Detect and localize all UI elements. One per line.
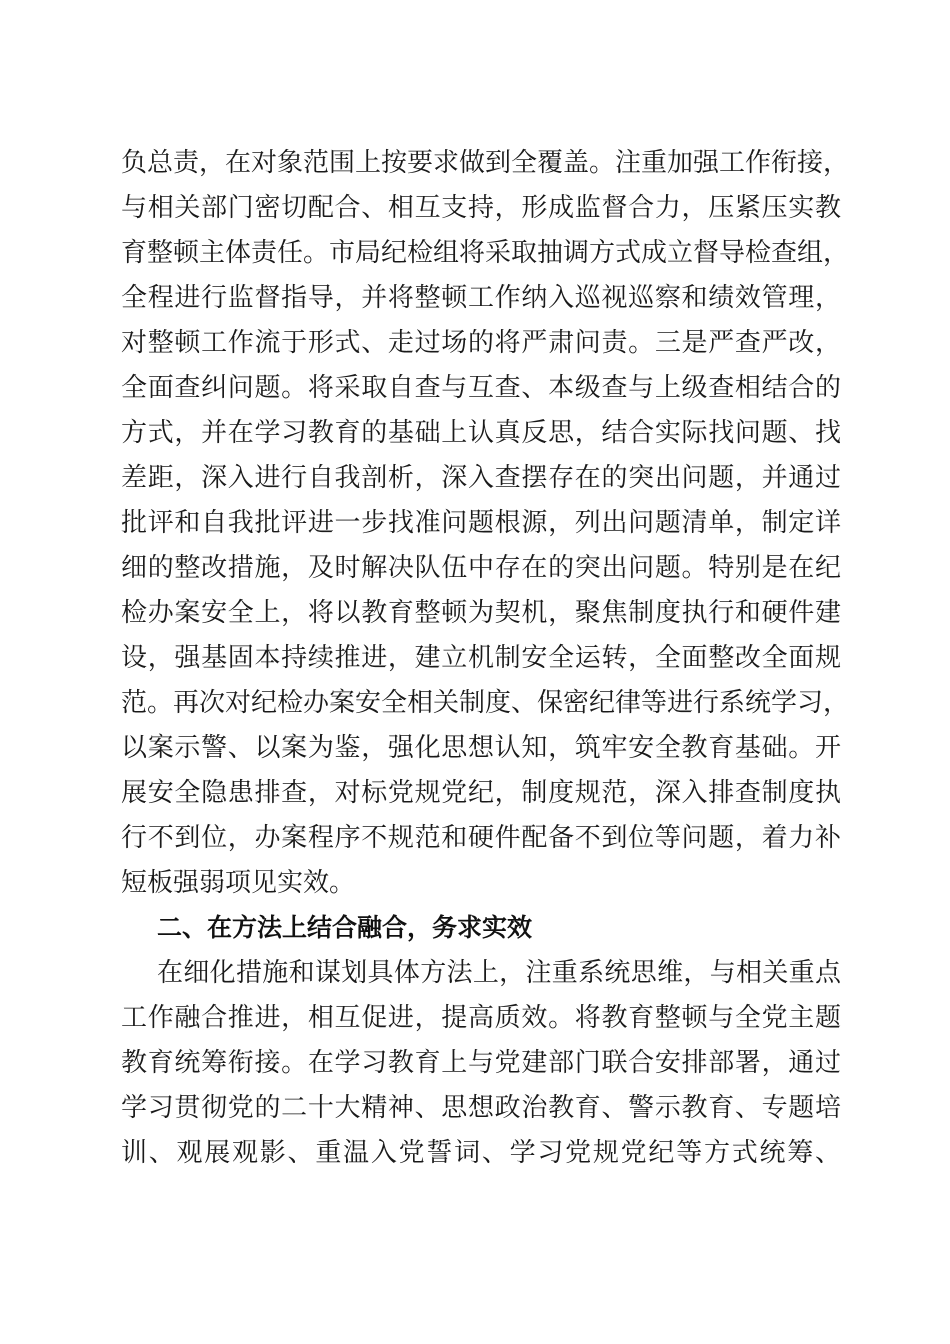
paragraph-line: 学习贯彻党的二十大精神、思想政治教育、警示教育、专题培	[121, 1093, 841, 1123]
paragraph-line: 以案示警、以案为鉴，强化思想认知，筑牢安全教育基础。开	[121, 733, 841, 763]
paragraph-line: 展安全隐患排查，对标党规党纪，制度规范，深入排查制度执	[121, 778, 841, 808]
paragraph-line: 范。再次对纪检办案安全相关制度、保密纪律等进行系统学习，	[121, 688, 850, 718]
section-heading: 二、在方法上结合融合，务求实效	[157, 913, 533, 942]
paragraph-line: 训、观展观影、重温入党誓词、学习党规党纪等方式统筹、	[121, 1138, 841, 1168]
paragraph-line: 行不到位，办案程序不规范和硬件配备不到位等问题，着力补	[121, 823, 841, 853]
paragraph-line: 与相关部门密切配合、相互支持，形成监督合力，压紧压实教	[121, 193, 841, 223]
paragraph-line: 检办案安全上，将以教育整顿为契机，聚焦制度执行和硬件建	[121, 598, 841, 628]
paragraph-line: 负总责，在对象范围上按要求做到全覆盖。注重加强工作衔接，	[121, 148, 850, 178]
paragraph-line: 在细化措施和谋划具体方法上，注重系统思维，与相关重点	[157, 958, 841, 988]
paragraph-line: 育整顿主体责任。市局纪检组将采取抽调方式成立督导检查组，	[121, 238, 850, 268]
paragraph-line: 教育统筹衔接。在学习教育上与党建部门联合安排部署，通过	[121, 1048, 841, 1078]
paragraph-line: 全程进行监督指导，并将整顿工作纳入巡视巡察和绩效管理，	[121, 283, 841, 313]
paragraph-line: 工作融合推进，相互促进，提高质效。将教育整顿与全党主题	[121, 1003, 841, 1033]
paragraph-line: 批评和自我批评进一步找准问题根源，列出问题清单，制定详	[121, 508, 841, 538]
paragraph-line: 对整顿工作流于形式、走过场的将严肃问责。三是严查严改，	[121, 328, 841, 358]
paragraph-line: 差距，深入进行自我剖析，深入查摆存在的突出问题，并通过	[121, 463, 841, 493]
paragraph-line: 设，强基固本持续推进，建立机制安全运转，全面整改全面规	[121, 643, 841, 673]
paragraph-line: 全面查纠问题。将采取自查与互查、本级查与上级查相结合的	[121, 373, 841, 403]
paragraph-line: 短板强弱项见实效。	[121, 868, 356, 898]
paragraph-line: 方式，并在学习教育的基础上认真反思，结合实际找问题、找	[121, 418, 841, 448]
paragraph-line: 细的整改措施，及时解决队伍中存在的突出问题。特别是在纪	[121, 553, 841, 583]
